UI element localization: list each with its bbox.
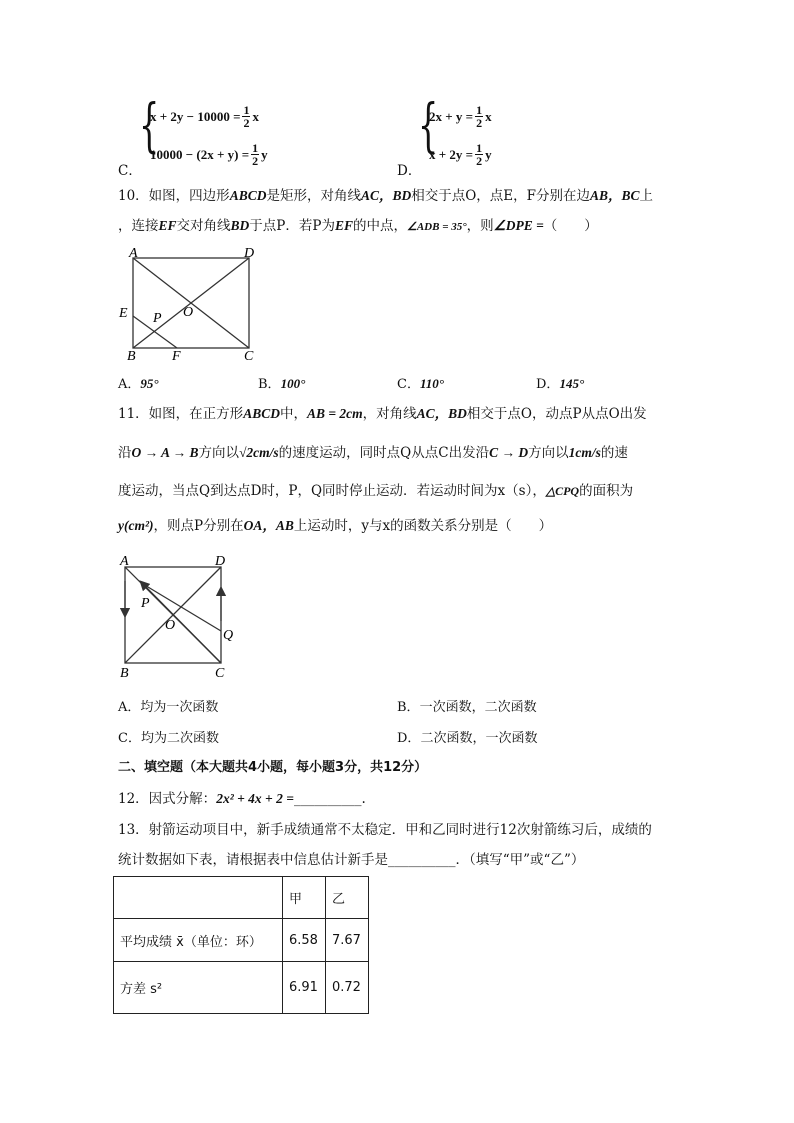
text: 的中点， — [352, 218, 407, 234]
q9-c-eq1-left: x + 2y − 10000 = — [150, 108, 241, 124]
frac-den: 2 — [476, 116, 483, 130]
label: B． — [258, 377, 281, 392]
table-row — [114, 962, 369, 1014]
label-q: Q — [223, 628, 234, 643]
math: 1cm/s — [568, 445, 601, 460]
q9-option-c-eq1 — [150, 104, 259, 129]
value: 一次函数，二次函数 — [419, 700, 537, 715]
label-c: C — [244, 349, 254, 362]
q9-d-eq1-frac — [475, 104, 483, 129]
math: BD — [230, 218, 250, 233]
table-cell: 0.72 — [326, 962, 369, 1014]
q11-option-a[interactable] — [118, 696, 218, 715]
q10-option-c[interactable] — [397, 373, 444, 392]
frac-den: 2 — [476, 154, 483, 168]
answer-blank[interactable]: __________ — [388, 852, 456, 868]
text: ．（填写“甲”或“乙”） — [455, 852, 585, 868]
table-cell: 平均成绩 x̄（单位：环） — [114, 919, 283, 962]
label: D． — [397, 731, 421, 746]
label: B． — [397, 700, 420, 715]
value: 95° — [140, 376, 159, 391]
table-cell: 7.67 — [326, 919, 369, 962]
math: △CPQ — [545, 484, 580, 498]
q13-stem-line1: 13．射箭运动项目中，新手成绩通常不太稳定．甲和乙同时进行12次射箭练习后，成绩的 — [118, 822, 652, 838]
frac-den: 2 — [252, 154, 259, 168]
q9-option-c-label: C． — [118, 163, 142, 179]
text: 的面积为 — [579, 483, 634, 499]
text: 方向以 — [528, 445, 569, 461]
value: 110° — [419, 376, 444, 391]
math: O → A → B — [131, 445, 199, 460]
q9-option-d-brace: { — [418, 91, 439, 159]
table-cell: 6.91 — [283, 962, 326, 1014]
value: 二次函数，一次函数 — [420, 731, 538, 746]
value: 均为一次函数 — [140, 700, 219, 715]
math: ∠ADB = 35° — [406, 221, 467, 233]
text: 方向以 — [198, 445, 240, 461]
text: 的速 — [600, 445, 628, 461]
math: ABCD — [243, 406, 280, 421]
label: C． — [118, 731, 141, 746]
text: 的速度运动，同时点Q从点C出发沿 — [278, 445, 490, 461]
q10-rectangle-figure — [115, 246, 265, 362]
text: . — [361, 791, 366, 807]
math: EF — [334, 218, 353, 233]
q9-c-eq2-right: y — [261, 146, 268, 162]
math: EF — [158, 218, 177, 233]
label-o: O — [165, 618, 176, 633]
table-header-cell — [114, 877, 283, 919]
q9-d-eq2-frac — [475, 142, 483, 167]
text: 11．如图，在正方形 — [118, 406, 244, 422]
math: C → D — [489, 445, 529, 460]
q11-stem-line4 — [118, 516, 552, 536]
q9-d-eq2-left: x + 2y = — [429, 146, 474, 162]
q9-option-d-eq2 — [429, 142, 492, 167]
q11-option-b[interactable] — [397, 696, 537, 715]
table-cell: 6.58 — [283, 919, 326, 962]
q9-option-d-eq1 — [429, 104, 492, 129]
text: （ ） — [543, 218, 598, 234]
frac-num: 1 — [252, 141, 259, 155]
q10-option-b[interactable] — [258, 373, 305, 392]
q9-option-c-eq2 — [150, 142, 268, 167]
label-a: A — [129, 246, 138, 261]
q10-option-a[interactable] — [118, 373, 159, 392]
text: 上运动时，y与x的函数关系分别是（ ） — [293, 518, 553, 534]
text: 中， — [279, 406, 307, 422]
text: 度运动，当点Q到达点D时，P，Q同时停止运动．若运动时间为x（s）， — [118, 483, 546, 499]
math: AC，BD — [360, 188, 412, 203]
text: 沿 — [118, 445, 132, 461]
text: 12．因式分解： — [118, 791, 217, 807]
math: y(cm²) — [118, 518, 154, 533]
text: ，则 — [466, 218, 494, 234]
frac-num: 1 — [476, 141, 483, 155]
table-header-row — [114, 877, 369, 919]
label-c: C — [215, 666, 225, 679]
text: 交对角线 — [176, 218, 231, 234]
section-title: 二、填空题（本大题共4小题，每小题3分，共12分） — [118, 760, 428, 775]
label: C． — [397, 377, 420, 392]
label-o: O — [183, 305, 194, 320]
q11-square-figure — [115, 551, 245, 679]
math: AC，BD — [416, 406, 467, 421]
q10-stem-line1 — [118, 186, 653, 206]
label-d: D — [244, 246, 255, 261]
label-f: F — [172, 349, 181, 362]
label: D． — [536, 377, 560, 392]
math: ABCD — [229, 188, 267, 203]
q9-d-eq2-right: y — [485, 146, 492, 162]
text: 于点P．若P为 — [249, 218, 335, 234]
math: AB = 2cm — [306, 406, 363, 421]
text: 统计数据如下表，请根据表中信息估计新手是 — [118, 852, 388, 868]
math: √2cm/s — [239, 445, 279, 460]
math: 2x² + 4x + 2 = — [216, 791, 294, 806]
math: AB，BC — [590, 188, 640, 203]
q9-d-eq1-right: x — [485, 108, 492, 124]
math: OA，AB — [243, 518, 294, 533]
q10-option-d[interactable] — [536, 373, 584, 392]
frac-den: 2 — [243, 116, 250, 130]
value: 均为二次函数 — [140, 731, 219, 746]
q13-stem-line2 — [118, 850, 584, 870]
math: ∠DPE = — [493, 218, 544, 233]
label-b: B — [127, 349, 136, 362]
q9-option-c-brace: { — [139, 91, 160, 159]
text: 上 — [639, 188, 654, 204]
label-a: A — [120, 554, 129, 569]
text: ，连接 — [118, 218, 159, 234]
q11-stem-line2 — [118, 443, 628, 463]
frac-num: 1 — [243, 103, 250, 117]
q11-option-d[interactable] — [397, 727, 537, 746]
text: 10．如图，四边形 — [118, 188, 230, 204]
label-d: D — [215, 554, 226, 569]
label: A． — [118, 377, 141, 392]
text: 相交于点O，动点P从点O出发 — [466, 406, 647, 422]
q11-stem-line1 — [118, 404, 647, 424]
table-cell: 方差 s² — [114, 962, 283, 1014]
text: 是矩形，对角线 — [266, 188, 361, 204]
label-e: E — [119, 306, 128, 321]
q9-c-eq2-left: 10000 − (2x + y) = — [150, 146, 250, 162]
label: A． — [118, 700, 141, 715]
label-b: B — [120, 666, 129, 679]
q9-c-eq1-right: x — [252, 108, 259, 124]
q13-stats-table — [113, 876, 369, 1014]
frac-num: 1 — [476, 103, 483, 117]
value: 145° — [559, 376, 585, 391]
table-header-cell: 甲 — [283, 877, 326, 919]
answer-blank[interactable]: __________ — [293, 791, 362, 807]
text: ，则点P分别在 — [153, 518, 244, 534]
text: 相交于点O，点E，F分别在边 — [411, 188, 591, 204]
q9-d-eq1-left: 2x + y = — [429, 108, 474, 124]
text: ，对角线 — [362, 406, 417, 422]
q12-stem — [118, 789, 366, 809]
q11-option-c[interactable] — [118, 727, 219, 746]
q11-stem-line3 — [118, 481, 633, 501]
q10-stem-line2 — [118, 216, 598, 237]
value: 100° — [280, 376, 306, 391]
label-p: P — [141, 596, 150, 611]
table-row — [114, 919, 369, 962]
table-header-cell: 乙 — [326, 877, 369, 919]
q9-option-d-label: D． — [397, 163, 422, 179]
q9-c-eq1-frac — [242, 104, 250, 129]
q9-c-eq2-frac — [251, 142, 259, 167]
label-p: P — [153, 311, 162, 326]
